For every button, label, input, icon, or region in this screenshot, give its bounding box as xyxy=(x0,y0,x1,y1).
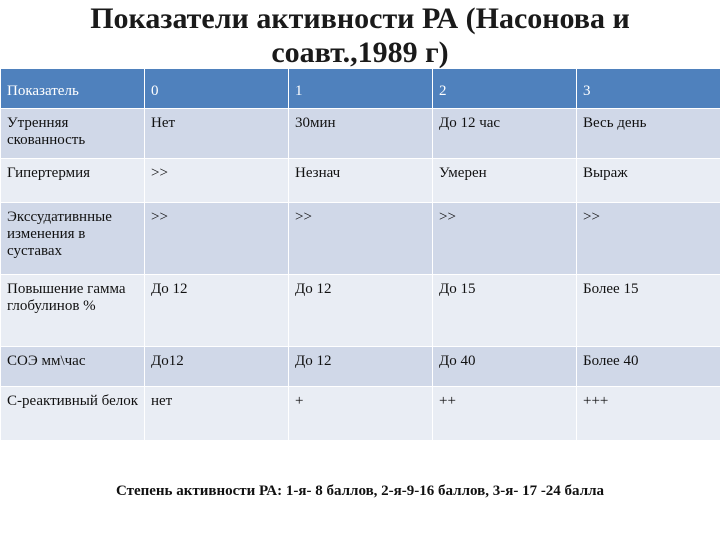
row-label: Гипертермия xyxy=(1,159,145,203)
header-cell-0: 0 xyxy=(145,69,289,109)
table-cell: >> xyxy=(577,203,720,275)
table-cell: +++ xyxy=(577,387,720,441)
table-row xyxy=(1,203,720,275)
table-row xyxy=(1,387,720,441)
table-cell: ++ xyxy=(433,387,577,441)
table-cell: нет xyxy=(145,387,289,441)
table-cell: Умерен xyxy=(433,159,577,203)
header-cell-2: 2 xyxy=(433,69,577,109)
table-cell: Нет xyxy=(145,109,289,159)
table-cell: >> xyxy=(145,203,289,275)
header-cell-3: 3 xyxy=(577,69,720,109)
activity-table xyxy=(0,68,720,441)
activity-grades-note: Степень активности РА: 1-я- 8 баллов, 2-я-9-16 баллов, 3-я- 17 -24 балла xyxy=(115,483,605,499)
table-row xyxy=(1,347,720,387)
table-row xyxy=(1,109,720,159)
table-cell: + xyxy=(289,387,433,441)
row-label: С-реактивный белок xyxy=(1,387,145,441)
title-line-2: соавт.,1989 г) xyxy=(271,36,449,69)
table-row xyxy=(1,159,720,203)
header-cell-1: 1 xyxy=(289,69,433,109)
table-cell: До12 xyxy=(145,347,289,387)
row-label: Утренняя скованность xyxy=(1,109,145,159)
row-label: Экссудативнные изменения в суставах xyxy=(1,203,145,275)
table-cell: Более 15 xyxy=(577,275,720,347)
table-cell: До 15 xyxy=(433,275,577,347)
table-cell: >> xyxy=(433,203,577,275)
table-row xyxy=(1,275,720,347)
table-cell: >> xyxy=(289,203,433,275)
row-label: Повышение гамма глобулинов % xyxy=(1,275,145,347)
table-cell: До 12 xyxy=(289,347,433,387)
table-cell: 30мин xyxy=(289,109,433,159)
header-cell-indicator: Показатель xyxy=(1,69,145,109)
table-cell: До 40 xyxy=(433,347,577,387)
table-cell: Выраж xyxy=(577,159,720,203)
table-cell: До 12 xyxy=(289,275,433,347)
table-cell: Незнач xyxy=(289,159,433,203)
table-cell: До 12 xyxy=(145,275,289,347)
page-title xyxy=(0,2,720,70)
table-cell: Более 40 xyxy=(577,347,720,387)
title-line-1: Показатели активности РА (Насонова и xyxy=(90,2,630,35)
table-cell: Весь день xyxy=(577,109,720,159)
table-cell: >> xyxy=(145,159,289,203)
table-header-row xyxy=(1,69,720,109)
row-label: СОЭ мм\час xyxy=(1,347,145,387)
table-cell: До 12 час xyxy=(433,109,577,159)
